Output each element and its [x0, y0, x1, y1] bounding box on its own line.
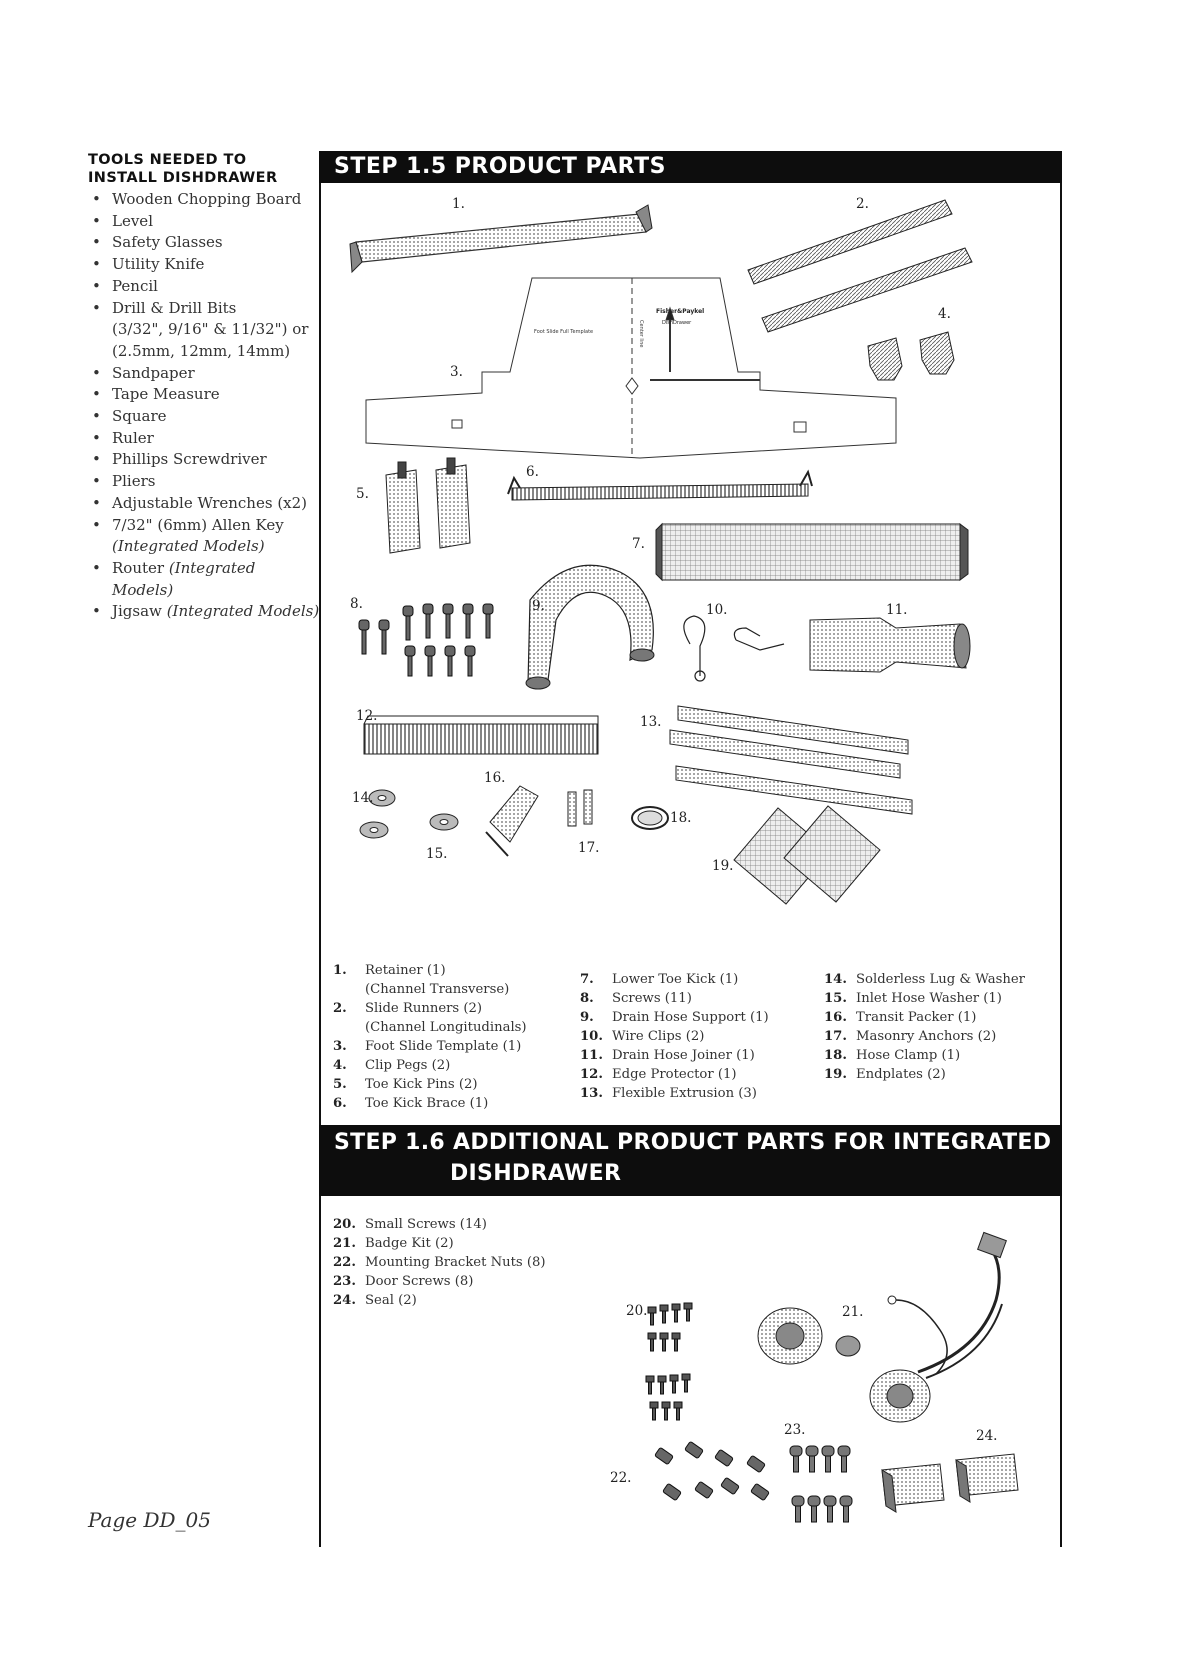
screws-part	[359, 604, 493, 676]
callout-16: 16.	[484, 770, 506, 786]
step-1-6-title-line1: STEP 1.6 ADDITIONAL PRODUCT PARTS FOR INTEGRATED	[334, 1130, 1052, 1155]
callout-12: 12.	[356, 708, 378, 724]
callout-21: 21.	[842, 1304, 864, 1320]
parts-list-item: 23. Door Screws (8)	[333, 1274, 474, 1289]
callout-20: 20.	[626, 1303, 648, 1319]
tool-item: • Square	[88, 406, 320, 428]
seal-part	[882, 1454, 1018, 1512]
callout-7: 7.	[632, 536, 645, 552]
parts-list-item: 13. Flexible Extrusion (3)	[580, 1086, 757, 1101]
tool-item: • Level	[88, 211, 320, 233]
tool-item: • Jigsaw (Integrated Models)	[88, 601, 320, 623]
retainer-part	[350, 205, 652, 272]
toe-kick-pins-part	[386, 458, 470, 553]
clip-pegs-part	[868, 332, 954, 380]
integrated-parts-list	[333, 1215, 593, 1310]
tool-item-detail: (3/32", 9/16" & 11/32") or	[112, 320, 309, 339]
parts-list-item: 17. Masonry Anchors (2)	[824, 1029, 997, 1044]
step-1-6-banner	[319, 1125, 1062, 1196]
edge-protector-part	[364, 716, 598, 754]
tool-item: • Adjustable Wrenches (x2)	[88, 493, 320, 515]
callout-18: 18.	[670, 810, 692, 826]
parts-list-item: 21. Badge Kit (2)	[333, 1236, 454, 1251]
drain-hose-support-part	[526, 565, 654, 689]
tool-item: • Pliers	[88, 471, 320, 493]
step-1-6-title-line2: DISHDRAWER	[450, 1161, 622, 1186]
endplates-part	[734, 806, 880, 904]
parts-list-item: 1. Retainer (1)	[333, 963, 446, 978]
callout-2: 2.	[856, 196, 869, 212]
tools-heading-line1: TOOLS NEEDED TO	[88, 152, 247, 168]
parts-list-col3	[824, 970, 1056, 1084]
parts-list-item: 6. Toe Kick Brace (1)	[333, 1096, 489, 1111]
parts-list-item: 16. Transit Packer (1)	[824, 1010, 977, 1025]
callout-5: 5.	[356, 486, 369, 502]
parts-list-col1	[333, 961, 563, 1113]
tool-item: • Wooden Chopping Board	[88, 189, 320, 211]
drain-hose-joiner-part	[810, 618, 970, 672]
callout-10: 10.	[706, 602, 728, 618]
tool-item-detail: (2.5mm, 12mm, 14mm)	[112, 341, 291, 360]
tool-item: • 7/32" (6mm) Allen Key	[88, 515, 320, 537]
hose-clamp-part	[632, 807, 668, 829]
callout-9: 9.	[532, 598, 545, 614]
parts-list-item: 4. Clip Pegs (2)	[333, 1058, 451, 1073]
callout-22: 22.	[610, 1470, 632, 1486]
tool-item: • Drill & Drill Bits	[88, 298, 320, 320]
small-screws-part	[646, 1303, 692, 1420]
washers-part	[360, 790, 458, 838]
page-number: Page DD_05	[88, 1508, 211, 1532]
tools-heading-line2: INSTALL DISHDRAWER	[88, 170, 278, 186]
tool-item: • Safety Glasses	[88, 232, 320, 254]
badge-kit-part	[758, 1232, 1006, 1422]
tool-item: • Tape Measure	[88, 384, 320, 406]
tool-item: • Sandpaper	[88, 363, 320, 385]
callout-15: 15.	[426, 846, 448, 862]
parts-list-item: 7. Lower Toe Kick (1)	[580, 972, 739, 987]
parts-list-col2	[580, 970, 810, 1103]
parts-list-item: 24. Seal (2)	[333, 1293, 417, 1308]
parts-list-item: 2. Slide Runners (2)	[333, 1001, 483, 1016]
callout-6: 6.	[526, 464, 539, 480]
tool-item: • Router (Integrated Models)	[88, 558, 320, 601]
masonry-anchors-part	[568, 790, 592, 826]
parts-list-item: 5. Toe Kick Pins (2)	[333, 1077, 478, 1092]
parts-list-item-detail: (Channel Longitudinals)	[365, 1020, 527, 1035]
callout-19: 19.	[712, 858, 734, 874]
parts-list-item: 10. Wire Clips (2)	[580, 1029, 705, 1044]
callout-13: 13.	[640, 714, 662, 730]
template-center-line-text: Center line	[638, 320, 644, 348]
tool-item-detail: (Integrated Models)	[112, 537, 265, 556]
parts-list-item: 15. Inlet Hose Washer (1)	[824, 991, 1002, 1006]
transit-packer-part	[486, 786, 538, 856]
parts-list-item-detail: (Channel Transverse)	[365, 982, 510, 997]
callout-11: 11.	[886, 602, 908, 618]
callout-17: 17.	[578, 840, 600, 856]
tool-item: • Utility Knife	[88, 254, 320, 276]
wire-clips-part	[684, 616, 784, 681]
template-foot-slide-text: Foot Slide Full Template	[534, 329, 594, 335]
parts-list-item: 8. Screws (11)	[580, 991, 692, 1006]
callout-24: 24.	[976, 1428, 998, 1444]
parts-list-item: 9. Drain Hose Support (1)	[580, 1010, 769, 1025]
flexible-extrusion-part	[670, 706, 912, 814]
mounting-bracket-nuts-part	[655, 1441, 770, 1500]
callout-14: 14.	[352, 790, 374, 806]
callout-1: 1.	[452, 196, 465, 212]
parts-list-item: 20. Small Screws (14)	[333, 1217, 487, 1232]
parts-list-item: 12. Edge Protector (1)	[580, 1067, 737, 1082]
template-product-text: DishDrawer	[662, 320, 692, 326]
tool-item: • Pencil	[88, 276, 320, 298]
callout-23: 23.	[784, 1422, 806, 1438]
parts-list-item: 3. Foot Slide Template (1)	[333, 1039, 522, 1054]
template-brand-text: Fisher&Paykel	[656, 308, 705, 315]
parts-list-item: 19. Endplates (2)	[824, 1067, 946, 1082]
callout-4: 4.	[938, 306, 951, 322]
parts-list-item: 11. Drain Hose Joiner (1)	[580, 1048, 755, 1063]
tool-item: • Ruler	[88, 428, 320, 450]
tool-item: • Phillips Screwdriver	[88, 449, 320, 471]
lower-toe-kick-part	[656, 524, 968, 580]
callout-3: 3.	[450, 364, 463, 380]
callout-8: 8.	[350, 596, 363, 612]
door-screws-part	[790, 1446, 852, 1522]
step-1-5-title: STEP 1.5 PRODUCT PARTS	[334, 154, 666, 179]
parts-list-item: 14. Solderless Lug & Washer	[824, 972, 1025, 987]
parts-list-item: 18. Hose Clamp (1)	[824, 1048, 961, 1063]
toe-kick-brace-part	[508, 472, 812, 500]
parts-list-item: 22. Mounting Bracket Nuts (8)	[333, 1255, 546, 1270]
